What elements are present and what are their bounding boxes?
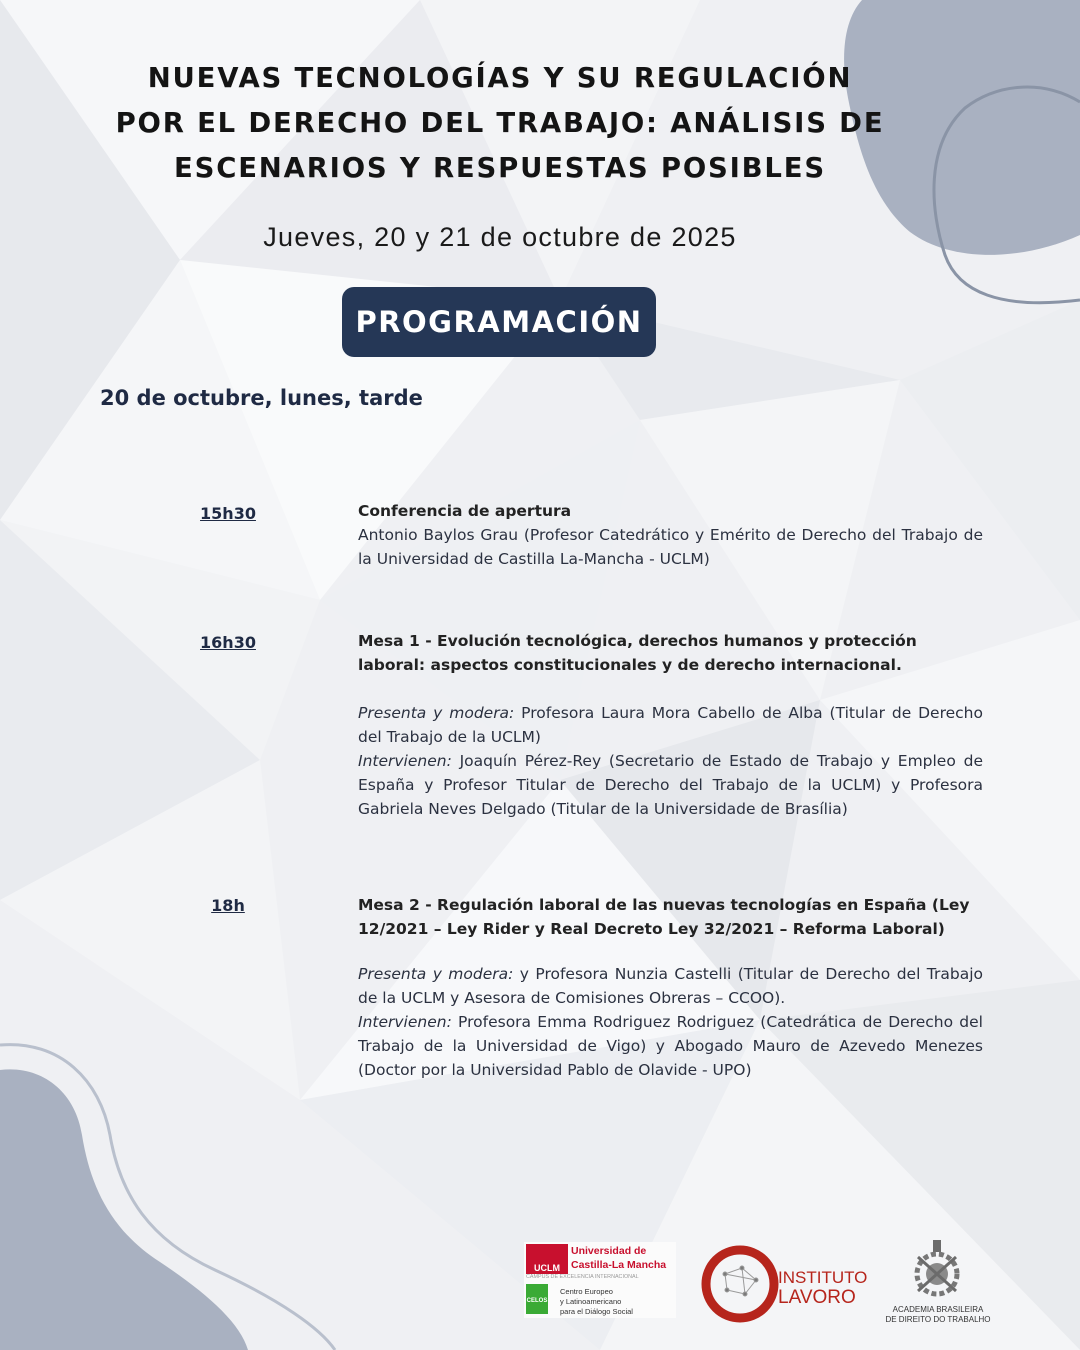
uclm-name-line-1: Universidad de bbox=[571, 1245, 647, 1257]
uclm-subtitle: CAMPUS DE EXCELENCIA INTERNACIONAL bbox=[526, 1274, 639, 1280]
session-speakers bbox=[358, 1010, 983, 1082]
speakers-text: Profesora Emma Rodriguez Rodriguez (Catedrática de Derecho del Trabajo de la Universidad de Vigo) y Abogado Mauro de Azevedo Menezes (Doctor por la Universidad Pablo de Olavide - UPO) bbox=[358, 1013, 983, 1079]
session-item bbox=[358, 893, 983, 1082]
session-title: Mesa 2 - Regulación laboral de las nuevas tecnologías en España (Ley 12/2021 – Ley Rider y Real Decreto Ley 32/2021 – Reforma Laboral) bbox=[358, 896, 970, 938]
day-heading: 20 de octubre, lunes, tarde bbox=[100, 386, 423, 410]
speakers-label: Intervienen: bbox=[358, 752, 452, 770]
uclm-badge-text: UCLM bbox=[534, 1263, 560, 1273]
celos-line-2: y Latinoamericano bbox=[560, 1297, 622, 1306]
session-moderator bbox=[358, 962, 983, 1010]
session-item bbox=[358, 499, 983, 571]
network-icon bbox=[723, 1266, 758, 1296]
speakers-label: Intervienen: bbox=[358, 1013, 452, 1031]
lavoro-line-2: LAVORO bbox=[778, 1287, 856, 1308]
event-date: Jueves, 20 y 21 de octubre de 2025 bbox=[263, 222, 737, 252]
abdt-emblem-icon bbox=[917, 1240, 957, 1294]
session-speakers bbox=[358, 749, 983, 821]
programacion-badge: PROGRAMACIÓN bbox=[342, 287, 656, 357]
event-title bbox=[40, 56, 960, 191]
moderator-text: y Profesora Nunzia Castelli (Titular de Derecho del Trabajo de la UCLM y Asesora de Comisiones Obreras – CCOO). bbox=[358, 965, 983, 1007]
session-moderator bbox=[358, 701, 983, 749]
title-line-2: POR EL DERECHO DEL TRABAJO: ANÁLISIS DE bbox=[115, 107, 885, 139]
session-time: 16h30 bbox=[200, 633, 256, 652]
title-line-3: ESCENARIOS Y RESPUESTAS POSIBLES bbox=[174, 152, 826, 184]
lavoro-line-1: INSTITUTO bbox=[778, 1268, 868, 1287]
sponsor-logos bbox=[520, 1232, 1000, 1332]
title-line-1: NUEVAS TECNOLOGÍAS Y SU REGULACIÓN bbox=[147, 62, 853, 94]
session-title: Conferencia de apertura bbox=[358, 502, 572, 520]
abdt-line-1: ACADEMIA BRASILEIRA bbox=[892, 1305, 984, 1314]
celos-line-1: Centro Europeo bbox=[560, 1287, 613, 1296]
session-time: 18h bbox=[211, 896, 245, 915]
lavoro-circle-icon bbox=[706, 1250, 774, 1318]
logos-svg bbox=[520, 1232, 1000, 1332]
moderator-label: Presenta y modera: bbox=[358, 704, 515, 722]
abdt-line-2: DE DIREITO DO TRABALHO bbox=[885, 1315, 991, 1324]
session-title: Mesa 1 - Evolución tecnológica, derechos humanos y protección laboral: aspectos constitucionales y de derecho internacional. bbox=[358, 632, 917, 674]
moderator-label: Presenta y modera: bbox=[358, 965, 514, 983]
session-item bbox=[358, 629, 983, 821]
uclm-name-line-2: Castilla-La Mancha bbox=[571, 1259, 667, 1271]
celos-line-3: para el Diálogo Social bbox=[560, 1307, 633, 1316]
session-time: 15h30 bbox=[200, 504, 256, 523]
session-description: Antonio Baylos Grau (Profesor Catedrático y Emérito de Derecho del Trabajo de la Universidad de Castilla La-Mancha - UCLM) bbox=[358, 526, 983, 568]
celos-badge-text: CELOS bbox=[526, 1298, 548, 1304]
speakers-text: Joaquín Pérez-Rey (Secretario de Estado de Trabajo y Empleo de España y Profesor Titular de Derecho del Trabajo de la UCLM) y Profesora Gabriela Neves Delgado (Titular de la Universidade de Brasília) bbox=[358, 752, 983, 818]
moderator-text: Profesora Laura Mora Cabello de Alba (Titular de Derecho del Trabajo de la UCLM) bbox=[358, 704, 983, 746]
